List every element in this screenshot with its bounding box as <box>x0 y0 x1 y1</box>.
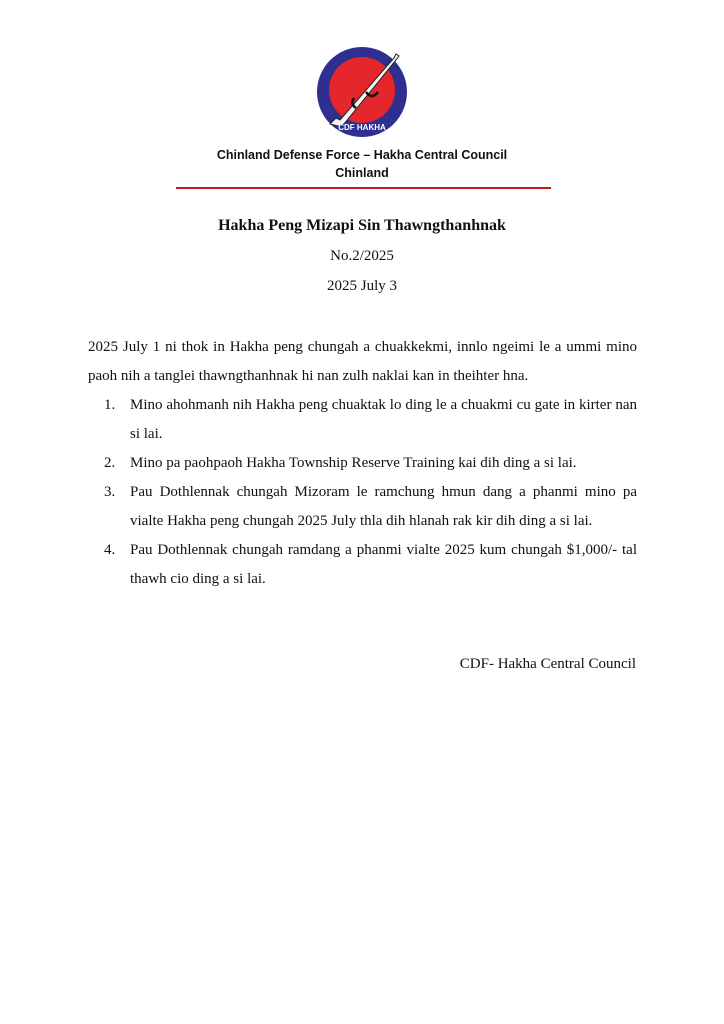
list-item-text: Mino ahohmanh nih Hakha peng chuaktak lo ding le a chuakmi cu gate in kirter nan si lai. <box>130 397 637 442</box>
list-item-text: Pau Dothlennak chungah Mizoram le ramchung hmun dang a phanmi mino pa vialte Hakha peng chungah 2025 July thla dih hlanah rak kir dih ding a si lai. <box>130 484 637 529</box>
svg-text:CDF HAKHA: CDF HAKHA <box>338 123 386 132</box>
list-item-number: 3. <box>104 484 116 500</box>
signature: CDF- Hakha Central Council <box>459 656 636 672</box>
list-item-text: Mino pa paohpaoh Hakha Township Reserve Training kai dih ding a si lai. <box>130 455 577 471</box>
list-item <box>88 478 637 536</box>
list-item <box>88 536 637 594</box>
list-item-number: 4. <box>104 542 116 558</box>
notice-list <box>88 391 637 594</box>
header-divider <box>176 187 551 189</box>
list-item <box>88 449 637 478</box>
cdf-hakha-logo <box>316 46 408 138</box>
notice-date: 2025 July 3 <box>326 278 397 294</box>
org-region: Chinland <box>335 166 389 180</box>
notice-number: No.2/2025 <box>330 248 394 264</box>
list-item <box>88 391 637 449</box>
notice-title: Hakha Peng Mizapi Sin Thawngthanhnak <box>218 217 506 234</box>
org-name: Chinland Defense Force – Hakha Central Council <box>216 148 508 162</box>
list-item-number: 1. <box>104 397 116 413</box>
list-item-number: 2. <box>104 455 116 471</box>
intro-paragraph: 2025 July 1 ni thok in Hakha peng chungah a chuakkekmi, innlo ngeimi le a ummi mino paoh nih a tanglei thawngthanhnak hi nan zulh naklai kan in theihter hna. <box>88 339 637 384</box>
list-item-text: Pau Dothlennak chungah ramdang a phanmi vialte 2025 kum chungah $1,000/- tal thawh cio ding a si lai. <box>130 542 637 587</box>
